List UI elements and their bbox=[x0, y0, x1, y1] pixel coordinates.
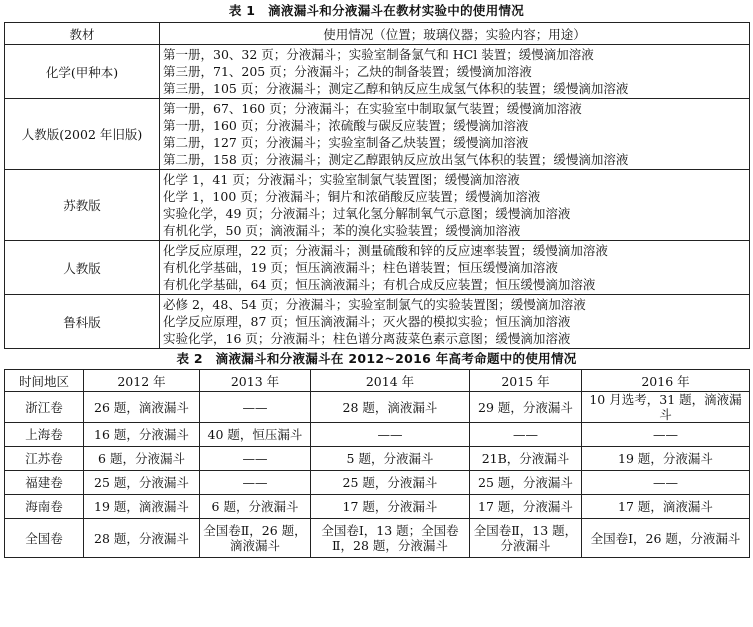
exam-cell: 6 题，分液漏斗 bbox=[200, 495, 311, 519]
exam-cell: —— bbox=[582, 423, 750, 447]
table1-caption: 表 1 滴液漏斗和分液漏斗在教材实验中的使用情况 bbox=[228, 3, 525, 18]
usage-line: 第一册，30、32 页；分液漏斗；实验室制备氯气和 HCl 装置；缓慢滴加溶液 bbox=[163, 47, 594, 62]
table2-row bbox=[5, 519, 750, 558]
table1-body bbox=[5, 45, 750, 349]
exam-cell: 25 题，分液漏斗 bbox=[311, 471, 470, 495]
table2-row bbox=[5, 423, 750, 447]
exam-cell: 5 题，分液漏斗 bbox=[311, 447, 470, 471]
exam-cell: 全国卷Ⅱ，26 题，滴液漏斗 bbox=[200, 519, 311, 558]
exam-cell: 全国卷Ⅰ，13 题；全国卷Ⅱ，28 题，分液漏斗 bbox=[311, 519, 470, 558]
usage-cell bbox=[160, 170, 750, 241]
textbook-name-cell: 人教版(2002 年旧版) bbox=[5, 99, 160, 170]
exam-cell: 16 题，分液漏斗 bbox=[84, 423, 200, 447]
table2-header-cell: 2015 年 bbox=[470, 370, 582, 392]
usage-line: 化学 1，100 页；分液漏斗；铜片和浓硝酸反应装置；缓慢滴加溶液 bbox=[163, 189, 541, 204]
exam-cell: —— bbox=[470, 423, 582, 447]
exam-cell: —— bbox=[200, 471, 311, 495]
table2-header-cell: 2016 年 bbox=[582, 370, 750, 392]
usage-line: 第一册，160 页；分液漏斗；浓硫酸与碳反应装置；缓慢滴加溶液 bbox=[163, 118, 529, 133]
table2-header-cell: 2012 年 bbox=[84, 370, 200, 392]
usage-line: 化学反应原理，87 页；恒压滴液漏斗；灭火器的模拟实验；恒压滴加溶液 bbox=[163, 314, 571, 329]
exam-cell: 17 题，分液漏斗 bbox=[311, 495, 470, 519]
exam-cell: —— bbox=[311, 423, 470, 447]
usage-cell bbox=[160, 99, 750, 170]
usage-cell bbox=[160, 241, 750, 295]
textbook-name-cell: 人教版 bbox=[5, 241, 160, 295]
exam-cell: 21B，分液漏斗 bbox=[470, 447, 582, 471]
exam-cell: 40 题，恒压漏斗 bbox=[200, 423, 311, 447]
table2-row bbox=[5, 392, 750, 423]
exam-cell: 28 题，滴液漏斗 bbox=[311, 392, 470, 423]
exam-cell: 26 题，滴液漏斗 bbox=[84, 392, 200, 423]
table1-header-row bbox=[5, 23, 750, 45]
table1-row bbox=[5, 170, 750, 241]
table1-row bbox=[5, 45, 750, 99]
exam-cell: 17 题，分液漏斗 bbox=[470, 495, 582, 519]
exam-cell: 全国卷Ⅰ，26 题，分液漏斗 bbox=[582, 519, 750, 558]
exam-cell: 19 题，滴液漏斗 bbox=[84, 495, 200, 519]
usage-line: 有机化学基础，19 页；恒压滴液漏斗；柱色谱装置；恒压缓慢滴加溶液 bbox=[163, 260, 558, 275]
table2-caption: 表 2 滴液漏斗和分液漏斗在 2012~2016 年高考命题中的使用情况 bbox=[176, 351, 577, 366]
region-cell: 上海卷 bbox=[5, 423, 84, 447]
usage-line: 实验化学，49 页；分液漏斗；过氧化氢分解制氧气示意图；缓慢滴加溶液 bbox=[163, 206, 571, 221]
document-page bbox=[4, 0, 749, 558]
table1-header-cell: 教材 bbox=[5, 23, 160, 45]
region-cell: 福建卷 bbox=[5, 471, 84, 495]
table2-header-cell: 2013 年 bbox=[200, 370, 311, 392]
table2-row bbox=[5, 495, 750, 519]
usage-line: 有机化学基础，64 页；恒压滴液漏斗；有机合成反应装置；恒压缓慢滴加溶液 bbox=[163, 277, 596, 292]
exam-cell: 29 题，分液漏斗 bbox=[470, 392, 582, 423]
table1 bbox=[4, 22, 750, 349]
textbook-name-cell: 化学(甲种本) bbox=[5, 45, 160, 99]
exam-cell: 28 题，分液漏斗 bbox=[84, 519, 200, 558]
table2-header-cell: 2014 年 bbox=[311, 370, 470, 392]
exam-cell: 17 题，滴液漏斗 bbox=[582, 495, 750, 519]
usage-line: 实验化学，16 页；分液漏斗；柱色谱分离菠菜色素示意图；缓慢滴加溶液 bbox=[163, 331, 571, 346]
table1-row bbox=[5, 99, 750, 170]
exam-cell: —— bbox=[200, 392, 311, 423]
table2 bbox=[4, 369, 750, 558]
table2-header-row bbox=[5, 370, 750, 392]
exam-cell: 全国卷Ⅱ，13 题，分液漏斗 bbox=[470, 519, 582, 558]
exam-cell: —— bbox=[582, 471, 750, 495]
region-cell: 全国卷 bbox=[5, 519, 84, 558]
usage-line: 化学反应原理，22 页；分液漏斗；测量硫酸和锌的反应速率装置；缓慢滴加溶液 bbox=[163, 243, 608, 258]
region-cell: 海南卷 bbox=[5, 495, 84, 519]
table2-row bbox=[5, 447, 750, 471]
exam-cell: 10 月选考，31 题，滴液漏斗 bbox=[582, 392, 750, 423]
usage-line: 必修 2，48、54 页；分液漏斗；实验室制氯气的实验装置图；缓慢滴加溶液 bbox=[163, 297, 586, 312]
usage-line: 第二册，158 页；分液漏斗；测定乙醇跟钠反应放出氢气体积的装置；缓慢滴加溶液 bbox=[163, 152, 629, 167]
usage-line: 第三册，105 页；分液漏斗；测定乙醇和钠反应生成氢气体积的装置；缓慢滴加溶液 bbox=[163, 81, 629, 96]
table1-header-cell: 使用情况（位置；玻璃仪器；实验内容；用途） bbox=[160, 23, 750, 45]
textbook-name-cell: 苏教版 bbox=[5, 170, 160, 241]
exam-cell: 25 题，分液漏斗 bbox=[470, 471, 582, 495]
table2-body bbox=[5, 392, 750, 558]
exam-cell: 6 题，分液漏斗 bbox=[84, 447, 200, 471]
table2-row bbox=[5, 471, 750, 495]
table2-header-cell: 时间地区 bbox=[5, 370, 84, 392]
usage-cell bbox=[160, 45, 750, 99]
usage-line: 第一册，67、160 页；分液漏斗；在实验室中制取氯气装置；缓慢滴加溶液 bbox=[163, 101, 582, 116]
usage-line: 第二册，127 页；分液漏斗；实验室制备乙炔装置；缓慢滴加溶液 bbox=[163, 135, 529, 150]
region-cell: 江苏卷 bbox=[5, 447, 84, 471]
usage-cell bbox=[160, 295, 750, 349]
exam-cell: 19 题，分液漏斗 bbox=[582, 447, 750, 471]
exam-cell: 25 题，分液漏斗 bbox=[84, 471, 200, 495]
region-cell: 浙江卷 bbox=[5, 392, 84, 423]
usage-line: 化学 1，41 页；分液漏斗；实验室制氯气装置图；缓慢滴加溶液 bbox=[163, 172, 520, 187]
exam-cell: —— bbox=[200, 447, 311, 471]
usage-line: 第三册，71、205 页；分液漏斗；乙炔的制备装置；缓慢滴加溶液 bbox=[163, 64, 532, 79]
textbook-name-cell: 鲁科版 bbox=[5, 295, 160, 349]
table1-row bbox=[5, 295, 750, 349]
table1-row bbox=[5, 241, 750, 295]
usage-line: 有机化学，50 页；滴液漏斗；苯的溴化实验装置；缓慢滴加溶液 bbox=[163, 223, 521, 238]
